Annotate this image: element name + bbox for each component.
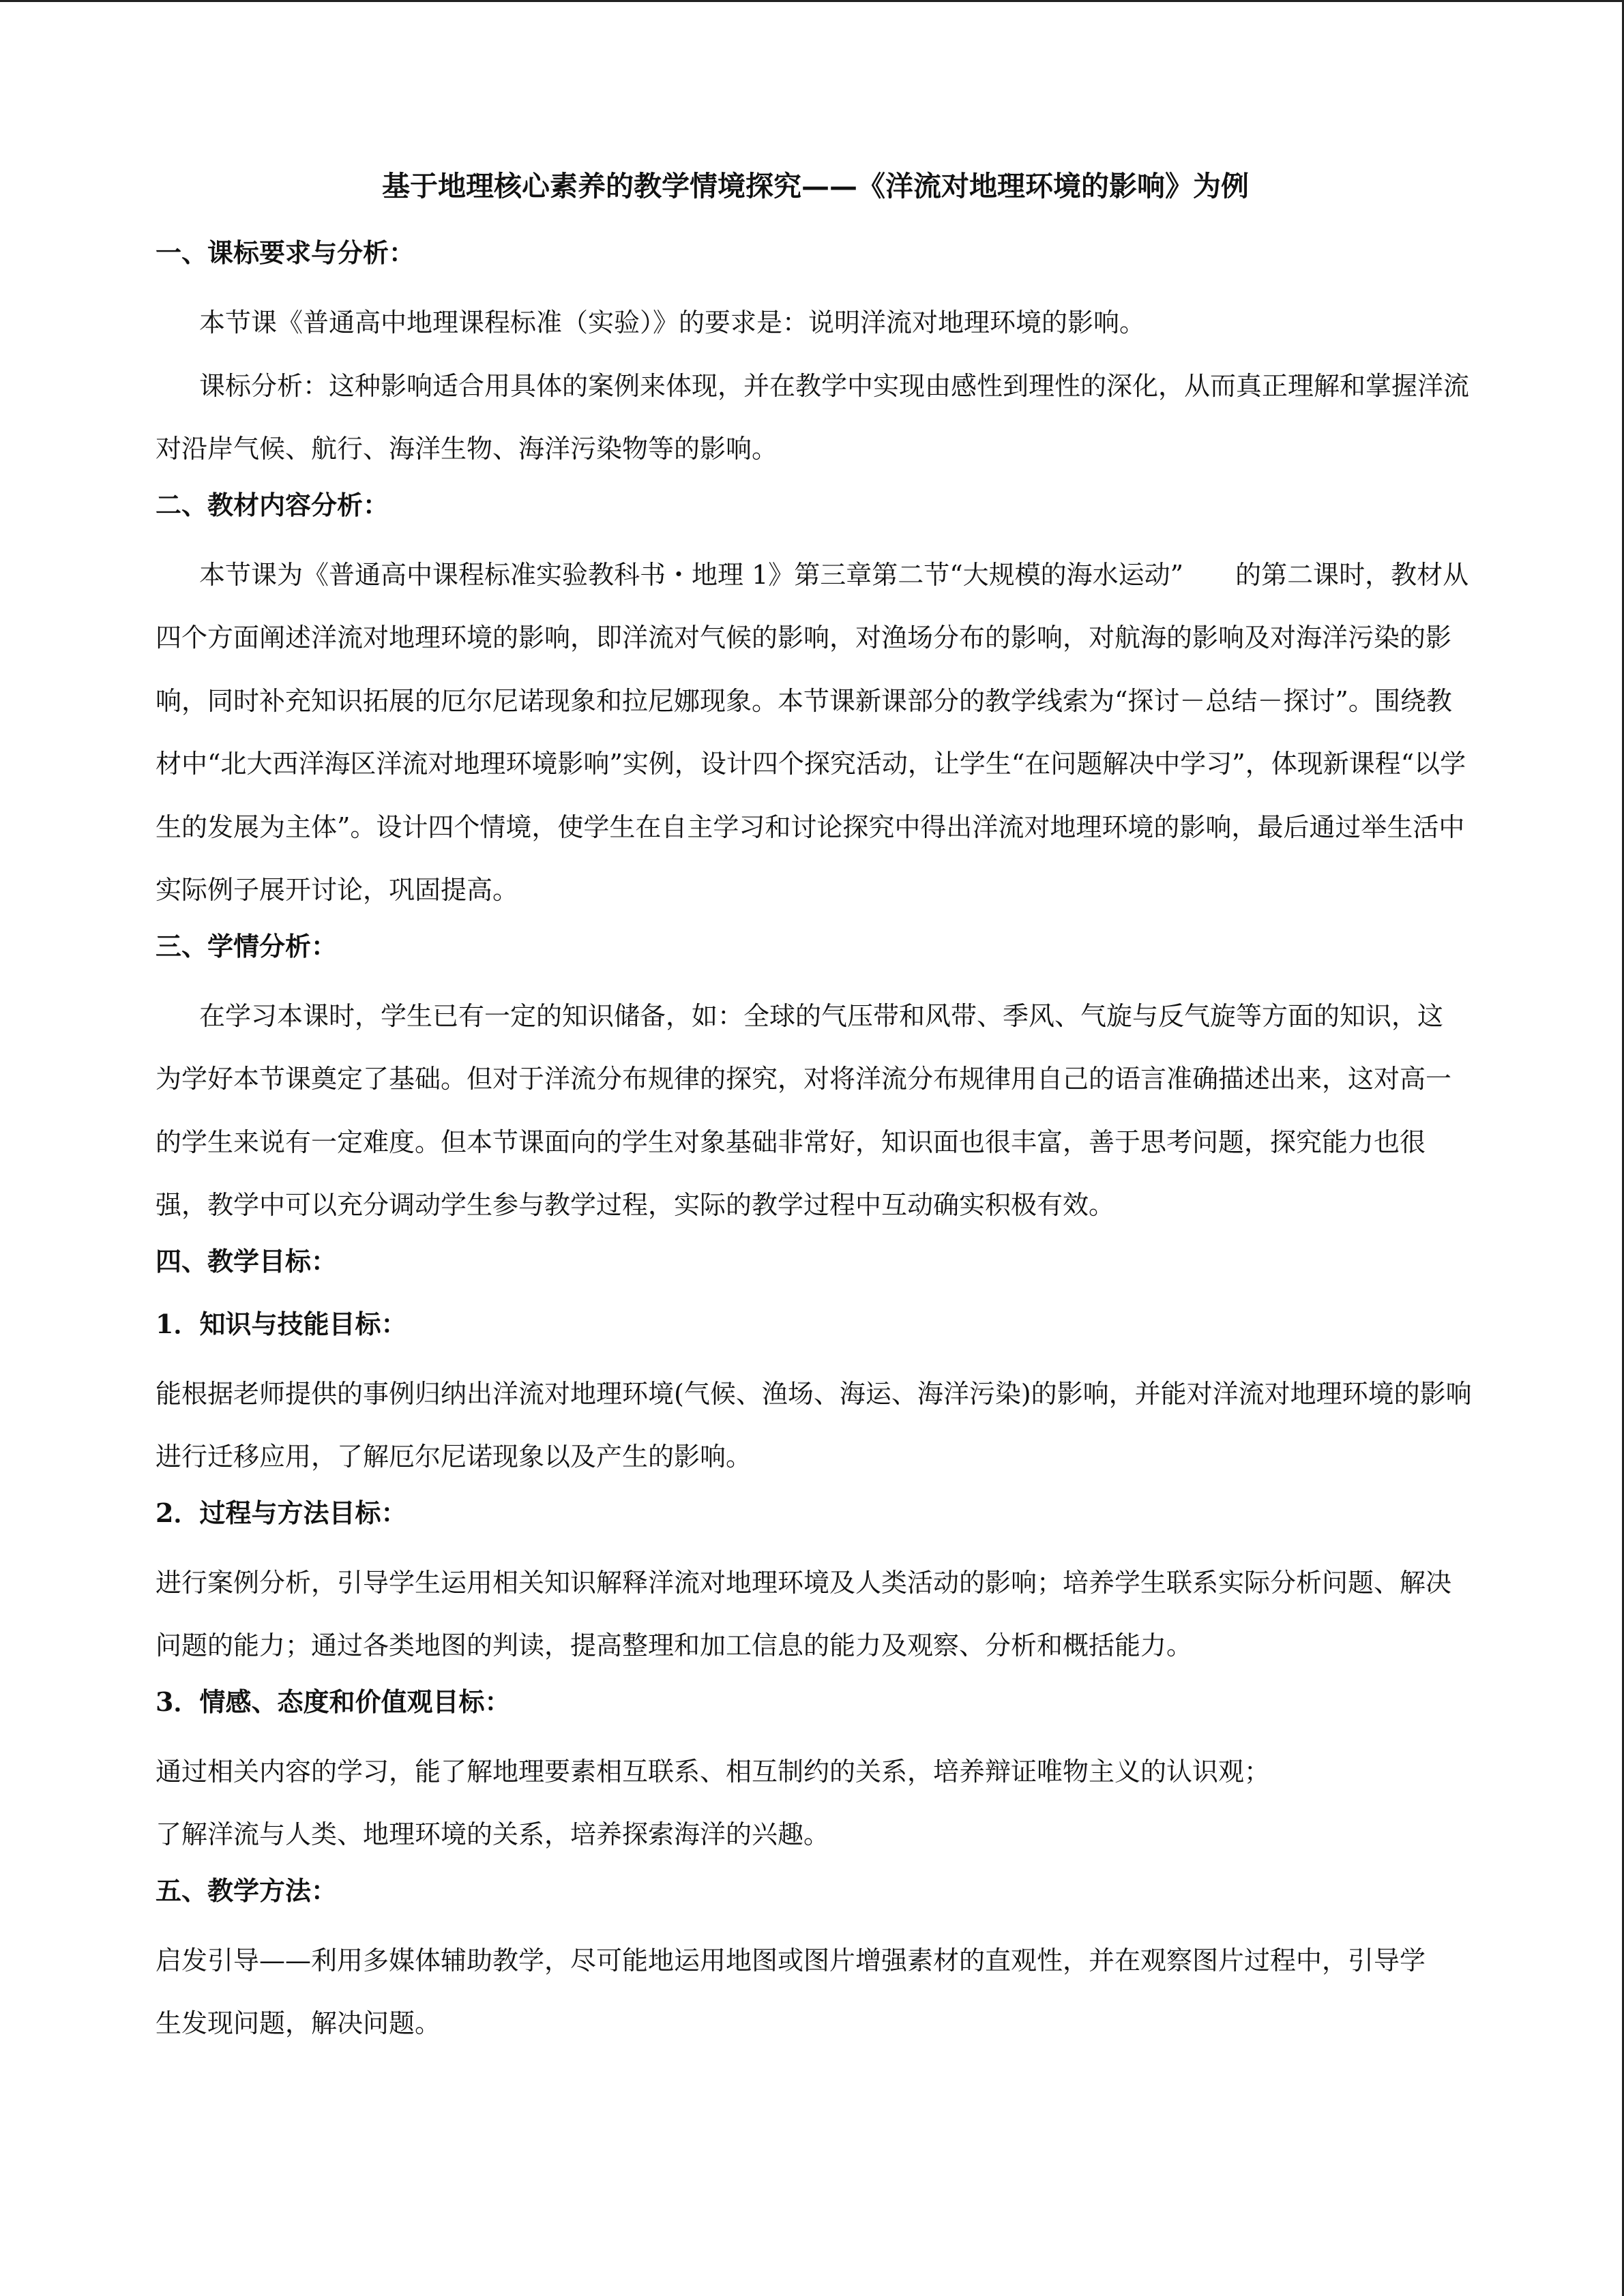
section-heading-textbook: 二、教材内容分析： (156, 489, 389, 520)
paragraph-textbook-analysis: 本节课为《普通高中课程标准实验教科书・地理 1》第三章第二节“大规模的海水运动” 的第二课时，教材从四个方面阐述洋流对地理环境的影响，即洋流对气候的影响，对渔场分布的影响，对航海的影响及对海洋污染的影响，同时补充知识拓展的厄尔尼诺现象和拉尼娜现象。本节课新课部分的教学线索为“探讨－总结－探讨”。围绕教材中“北大西洋海区洋流对地理环境影响”实例，设计四个探究活动，让学生“在问题解决中学习”，体现新课程“以学生的发展为主体”。设计四个情境，使学生在自主学习和讨论探究中得出洋流对地理环境的影响，最后通过举生活中实际例子展开讨论，巩固提高。 (156, 559, 1469, 905)
document-body (156, 166, 1475, 2055)
paragraph-process-methods: 进行案例分析，引导学生运用相关知识解释洋流对地理环境及人类活动的影响；培养学生联系实际分析问题、解决问题的能力；通过各类地图的判读，提高整理和加工信息的能力及观察、分析和概括能力。 (156, 1567, 1452, 1660)
subheading-knowledge-skills: 1．知识与技能目标： (156, 1308, 407, 1339)
section-heading-objectives: 四、教学目标： (156, 1245, 338, 1277)
section-heading-standards: 一、课标要求与分析： (156, 237, 415, 268)
paragraph-students-analysis: 在学习本课时，学生已有一定的知识储备，如：全球的气压带和风带、季风、气旋与反气旋等方面的知识，这为学好本节课奠定了基础。但对于洋流分布规律的探究，对将洋流分布规律用自己的语言准确描述出来，这对高一的学生来说有一定难度。但本节课面向的学生对象基础非常好，知识面也很丰富，善于思考问题，探究能力也很强，教学中可以充分调动学生参与教学过程，实际的教学过程中互动确实积极有效。 (156, 1000, 1452, 1220)
paragraph-emotion-values-2: 了解洋流与人类、地理环境的关系，培养探索海洋的兴趣。 (156, 1819, 830, 1849)
subheading-process-methods: 2．过程与方法目标： (156, 1497, 407, 1528)
section-heading-methods: 五、教学方法： (156, 1875, 338, 1906)
document-title: 基于地理核心素养的教学情境探究——《洋流对地理环境的影响》为例 (382, 170, 1249, 203)
paragraph-knowledge-skills: 能根据老师提供的事例归纳出洋流对地理环境(气候、渔场、海运、海洋污染)的影响，并能对洋流对地理环境的影响进行迁移应用，了解厄尔尼诺现象以及产生的影响。 (156, 1378, 1472, 1472)
paragraph-emotion-values-1: 通过相关内容的学习，能了解地理要素相互联系、相互制约的关系，培养辩证唯物主义的认识观； (156, 1756, 1271, 1787)
section-heading-students: 三、学情分析： (156, 930, 338, 961)
paragraph-standards-requirement: 本节课《普通高中地理课程标准（实验）》的要求是：说明洋流对地理环境的影响。 (199, 308, 1146, 338)
paragraph-standards-analysis: 课标分析：这种影响适合用具体的案例来体现，并在教学中实现由感性到理性的深化，从而真正理解和掌握洋流对沿岸气候、航行、海洋生物、海洋污染物等的影响。 (156, 370, 1470, 464)
subheading-emotion-values: 3．情感、态度和价值观目标： (156, 1686, 511, 1717)
paragraph-teaching-methods: 启发引导——利用多媒体辅助教学，尽可能地运用地图或图片增强素材的直观性，并在观察图片过程中，引导学生发现问题，解决问题。 (156, 1945, 1426, 2038)
